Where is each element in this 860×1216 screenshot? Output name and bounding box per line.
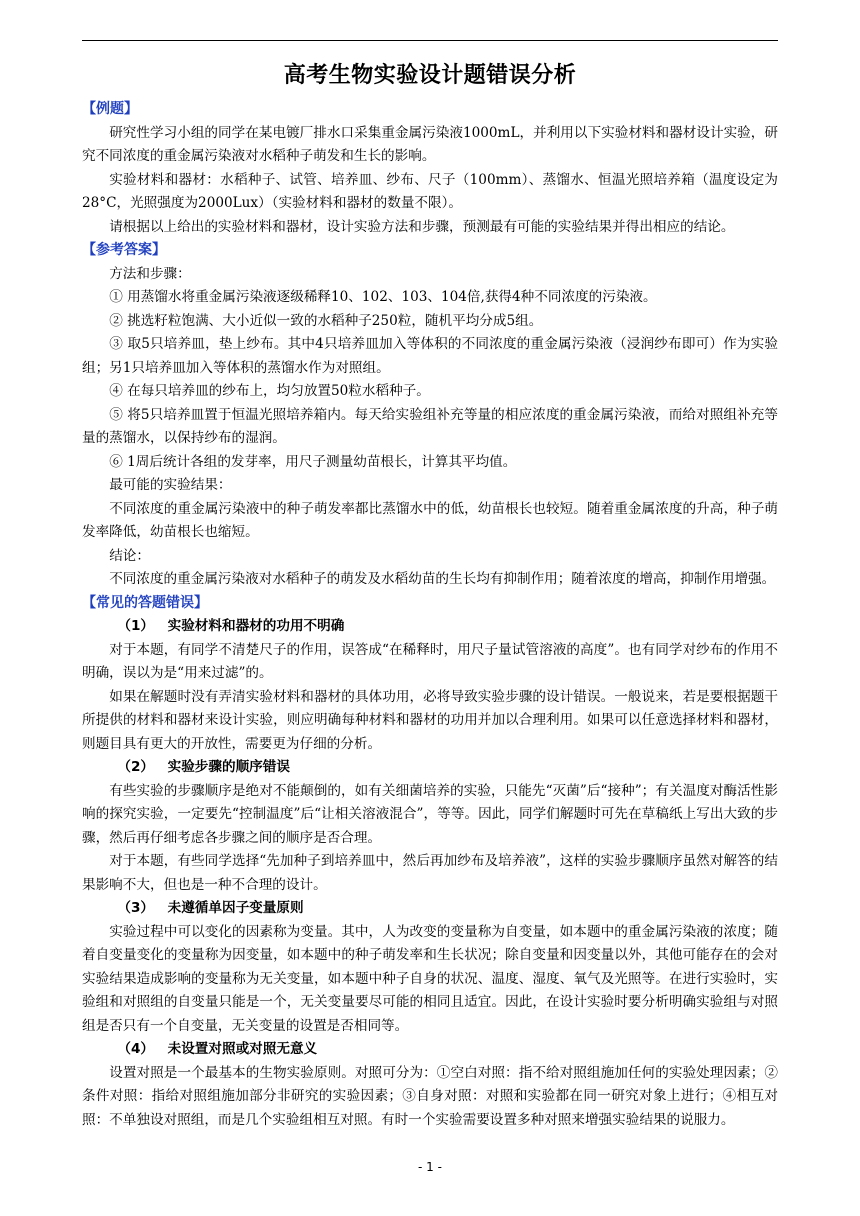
answer-step: ② 挑选籽粒饱满、大小近似一致的水稻种子250粒，随机平均分成5组。 xyxy=(109,312,543,329)
error-item-number: （3） xyxy=(117,900,155,916)
answer-step: ③ 取5只培养皿，垫上纱布。其中4只培养皿加入等体积的不同浓度的重金属污染液（浸润纱布即可）作为实验组；另1只培养皿加入等体积的蒸馏水作为对照组。 xyxy=(82,336,778,376)
error-item-title: 实验步骤的顺序错误 xyxy=(167,759,290,775)
error-paragraph: 有些实验的步骤顺序是绝对不能颠倒的，如有关细菌培养的实验，只能先“灭菌”后“接种”；有关温度对酶活性影响的探究实验，一定要先“控制温度”后“让相关溶液混合”，等等。因此，同学们解题时可先在草稿纸上写出大致的步骤，然后再仔细考虑各步骤之间的顺序是否合理。 xyxy=(82,782,778,846)
error-paragraph: 实验过程中可以变化的因素称为变量。其中，人为改变的变量称为自变量，如本题中的重金属污染液的浓度；随着自变量变化的变量称为因变量，如本题中的种子萌发率和生长状况；除自变量和因变量以外，其他可能存在的会对实验结果造成影响的变量称为无关变量，如本题中种子自身的状况、温度、湿度、氧气及光照等。在进行实验时，实验组和对照组的自变量只能是一个，无关变量要尽可能的相同且适宜。因此，在设计实验时要分析明确实验组与对照组是否只有一个自变量，无关变量的设置是否相同等。 xyxy=(82,923,778,1034)
answer-paragraph: 不同浓度的重金属污染液对水稻种子的萌发及水稻幼苗的生长均有抑制作用；随着浓度的增高，抑制作用增强。 xyxy=(109,571,776,587)
error-item-number: （4） xyxy=(117,1041,155,1057)
error-item-title: 未遵循单因子变量原则 xyxy=(167,900,304,916)
error-item-heading xyxy=(82,756,778,780)
errors-heading: 【常见的答题错误】 xyxy=(82,594,208,611)
answer-paragraph: 不同浓度的重金属污染液中的种子萌发率都比蒸馏水中的低，幼苗根长也较短。随着重金属浓度的升高，种子萌发率降低，幼苗根长也缩短。 xyxy=(82,500,778,540)
error-item-heading xyxy=(82,615,778,639)
error-item-heading xyxy=(82,1038,778,1062)
answer-step: ⑤ 将5只培养皿置于恒温光照培养箱内。每天给实验组补充等量的相应浓度的重金属污染液，而给对照组补充等量的蒸馏水，以保持纱布的湿润。 xyxy=(82,406,778,446)
document-body xyxy=(82,98,778,1132)
page-number: - 1 - xyxy=(418,1160,442,1174)
answer-step: ① 用蒸馏水将重金属污染液逐级稀释10、102、103、104倍,获得4种不同浓度的污染液。 xyxy=(109,289,657,305)
error-paragraph: 对于本题，有同学不清楚尺子的作用，误答成“在稀释时，用尺子量试管溶液的高度”。也有同学对纱布的作用不明确，误以为是“用来过滤”的。 xyxy=(82,641,778,681)
example-paragraph: 实验材料和器材：水稻种子、试管、培养皿、纱布、尺子（100mm）、蒸馏水、恒温光照培养箱（温度设定为28°C，光照强度为2000Lux）（实验材料和器材的数量不限）。 xyxy=(82,171,778,211)
answer-paragraph: 方法和步骤： xyxy=(109,265,191,282)
error-item-title: 未设置对照或对照无意义 xyxy=(167,1041,318,1057)
error-item-number: （2） xyxy=(117,759,155,775)
header-rule xyxy=(82,40,778,41)
error-item-number: （1） xyxy=(117,618,155,634)
example-paragraph: 研究性学习小组的同学在某电镀厂排水口采集重金属污染液1000mL，并利用以下实验材料和器材设计实验，研究不同浓度的重金属污染液对水稻种子萌发和生长的影响。 xyxy=(82,124,778,164)
answer-paragraph: 最可能的实验结果： xyxy=(109,477,232,493)
answer-step: ⑥ 1周后统计各组的发芽率，用尺子测量幼苗根长，计算其平均值。 xyxy=(109,453,517,470)
error-item-title: 实验材料和器材的功用不明确 xyxy=(167,618,345,634)
answer-paragraph: 结论： xyxy=(109,547,150,564)
error-paragraph: 设置对照是一个最基本的生物实验原则。对照可分为：①空白对照：指不给对照组施加任何的实验处理因素；②条件对照：指给对照组施加部分非研究的实验因素；③自身对照：对照和实验都在同一研究对象上进行；④相互对照：不单独设对照组，而是几个实验组相互对照。有时一个实验需要设置多种对照来增强实验结果的说服力。 xyxy=(82,1064,778,1128)
error-paragraph: 对于本题，有些同学选择“先加种子到培养皿中，然后再加纱布及培养液”，这样的实验步骤顺序虽然对解答的结果影响不大，但也是一种不合理的设计。 xyxy=(82,853,778,893)
example-heading: 【例题】 xyxy=(82,101,138,117)
example-paragraph: 请根据以上给出的实验材料和器材，设计实验方法和步骤，预测最有可能的实验结果并得出相应的结论。 xyxy=(109,218,735,235)
error-item-heading xyxy=(82,897,778,921)
error-paragraph: 如果在解题时没有弄清实验材料和器材的具体功用，必将导致实验步骤的设计错误。一般说来，若是要根据题干所提供的材料和器材来设计实验，则应明确每种材料和器材的功用并加以合理利用。如果可以任意选择材料和器材，则题目具有更大的开放性，需要更为仔细的分析。 xyxy=(82,688,778,752)
answer-step: ④ 在每只培养皿的纱布上，均匀放置50粒水稻种子。 xyxy=(109,383,430,399)
answer-heading: 【参考答案】 xyxy=(82,242,166,258)
page-title: 高考生物实验设计题错误分析 xyxy=(283,63,577,88)
